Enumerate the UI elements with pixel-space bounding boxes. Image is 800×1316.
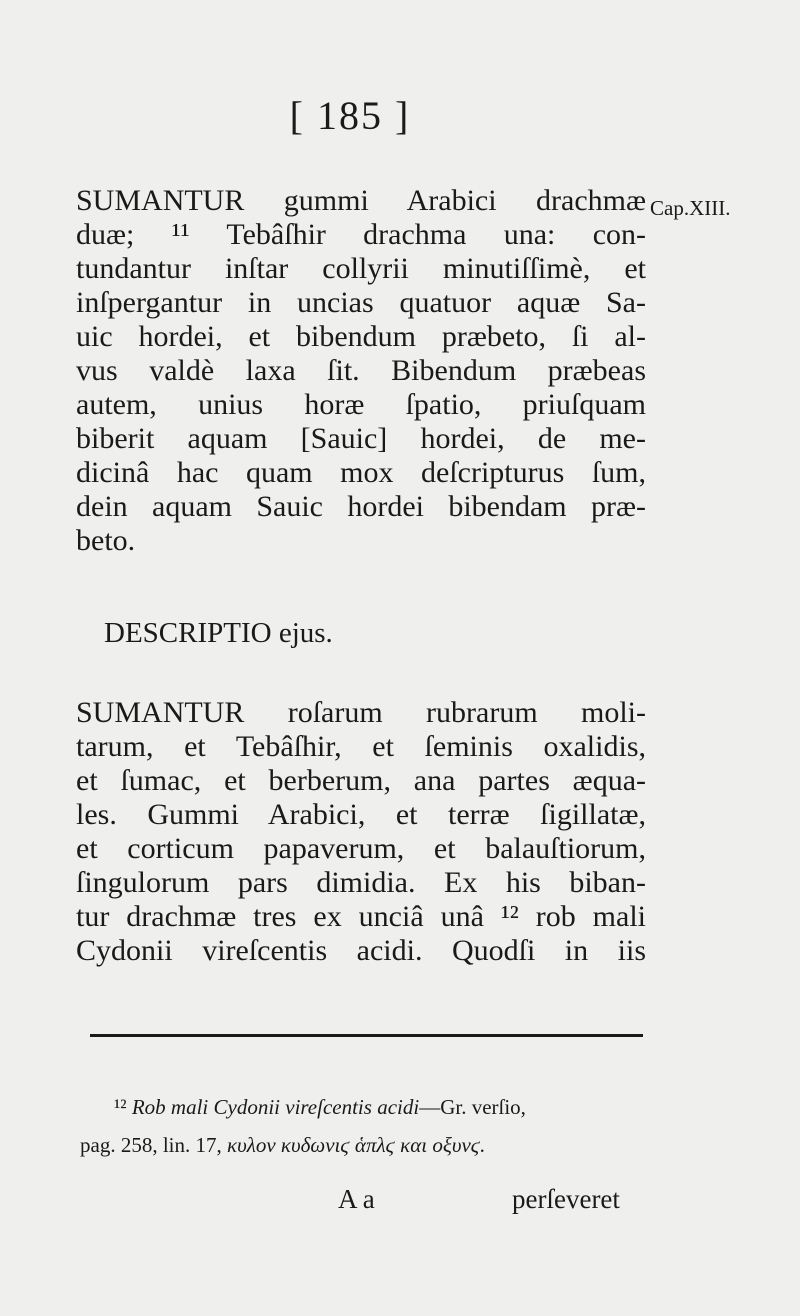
- text-line: vus valdè laxa ſit. Bibendum præbeas: [76, 354, 646, 387]
- text-line: ſingulorum pars dimidia. Ex his biban-: [76, 866, 646, 899]
- text-line: SUMANTUR roſarum rubrarum moli-: [76, 696, 646, 729]
- footnote-reference: —Gr. verſio,: [419, 1095, 526, 1119]
- footnote-italic-text: Rob mali Cydonii vireſcentis acidi: [131, 1095, 420, 1119]
- text-line: tur drachmæ tres ex unciâ unâ ¹² rob mali: [76, 900, 646, 933]
- text-line: les. Gummi Arabici, et terræ ſigillatæ,: [76, 798, 646, 831]
- text-line: beto.: [76, 524, 136, 557]
- footnote-marker: ¹²: [114, 1095, 127, 1119]
- footnote-line-1: [80, 1088, 660, 1126]
- text-line: tarum, et Tebâſhir, et ſeminis oxalidis,: [76, 730, 646, 763]
- section-heading: DESCRIPTIO ejus.: [104, 617, 333, 649]
- text-line: inſpergantur in uncias quatuor aquæ Sa-: [76, 286, 646, 319]
- text-line: Cydonii vireſcentis acidi. Quodſi in iis: [76, 934, 646, 967]
- footnote-page-reference: pag. 258, lin. 17,: [80, 1133, 222, 1157]
- text-line: duæ; ¹¹ Tebâſhir drachma una: con-: [76, 218, 646, 251]
- printer-signature: A a: [338, 1184, 375, 1214]
- text-line: dicinâ hac quam mox deſcripturus ſum,: [76, 456, 646, 489]
- catchword: perſeveret: [512, 1184, 620, 1214]
- text-line: autem, unius horæ ſpatio, priuſquam: [76, 388, 646, 421]
- text-line: dein aquam Sauic hordei bibendam præ-: [76, 490, 646, 523]
- text-line: biberit aquam [Sauic] hordei, de me-: [76, 422, 646, 455]
- text-line: uic hordei, et bibendum præbeto, ſi al-: [76, 320, 646, 353]
- paragraph-1: [76, 184, 646, 558]
- footnote-greek-text: κυλον κυδωνιϛ ἁπλϛ και οξυνϛ.: [227, 1133, 486, 1157]
- text-line: SUMANTUR gummi Arabici drachmæ: [76, 184, 646, 217]
- text-line: et ſumac, et berberum, ana partes æqua-: [76, 764, 646, 797]
- text-line: et corticum papaverum, et balauſtiorum,: [76, 832, 646, 865]
- footnote-divider: [90, 1034, 643, 1037]
- paragraph-2: [76, 696, 646, 968]
- footnote: [80, 1088, 660, 1164]
- chapter-side-note: Cap.XIII.: [650, 196, 731, 220]
- text-line: tundantur inſtar collyrii minutiſſimè, et: [76, 252, 646, 285]
- footnote-line-2: [80, 1126, 660, 1164]
- page-number: [ 185 ]: [289, 93, 411, 138]
